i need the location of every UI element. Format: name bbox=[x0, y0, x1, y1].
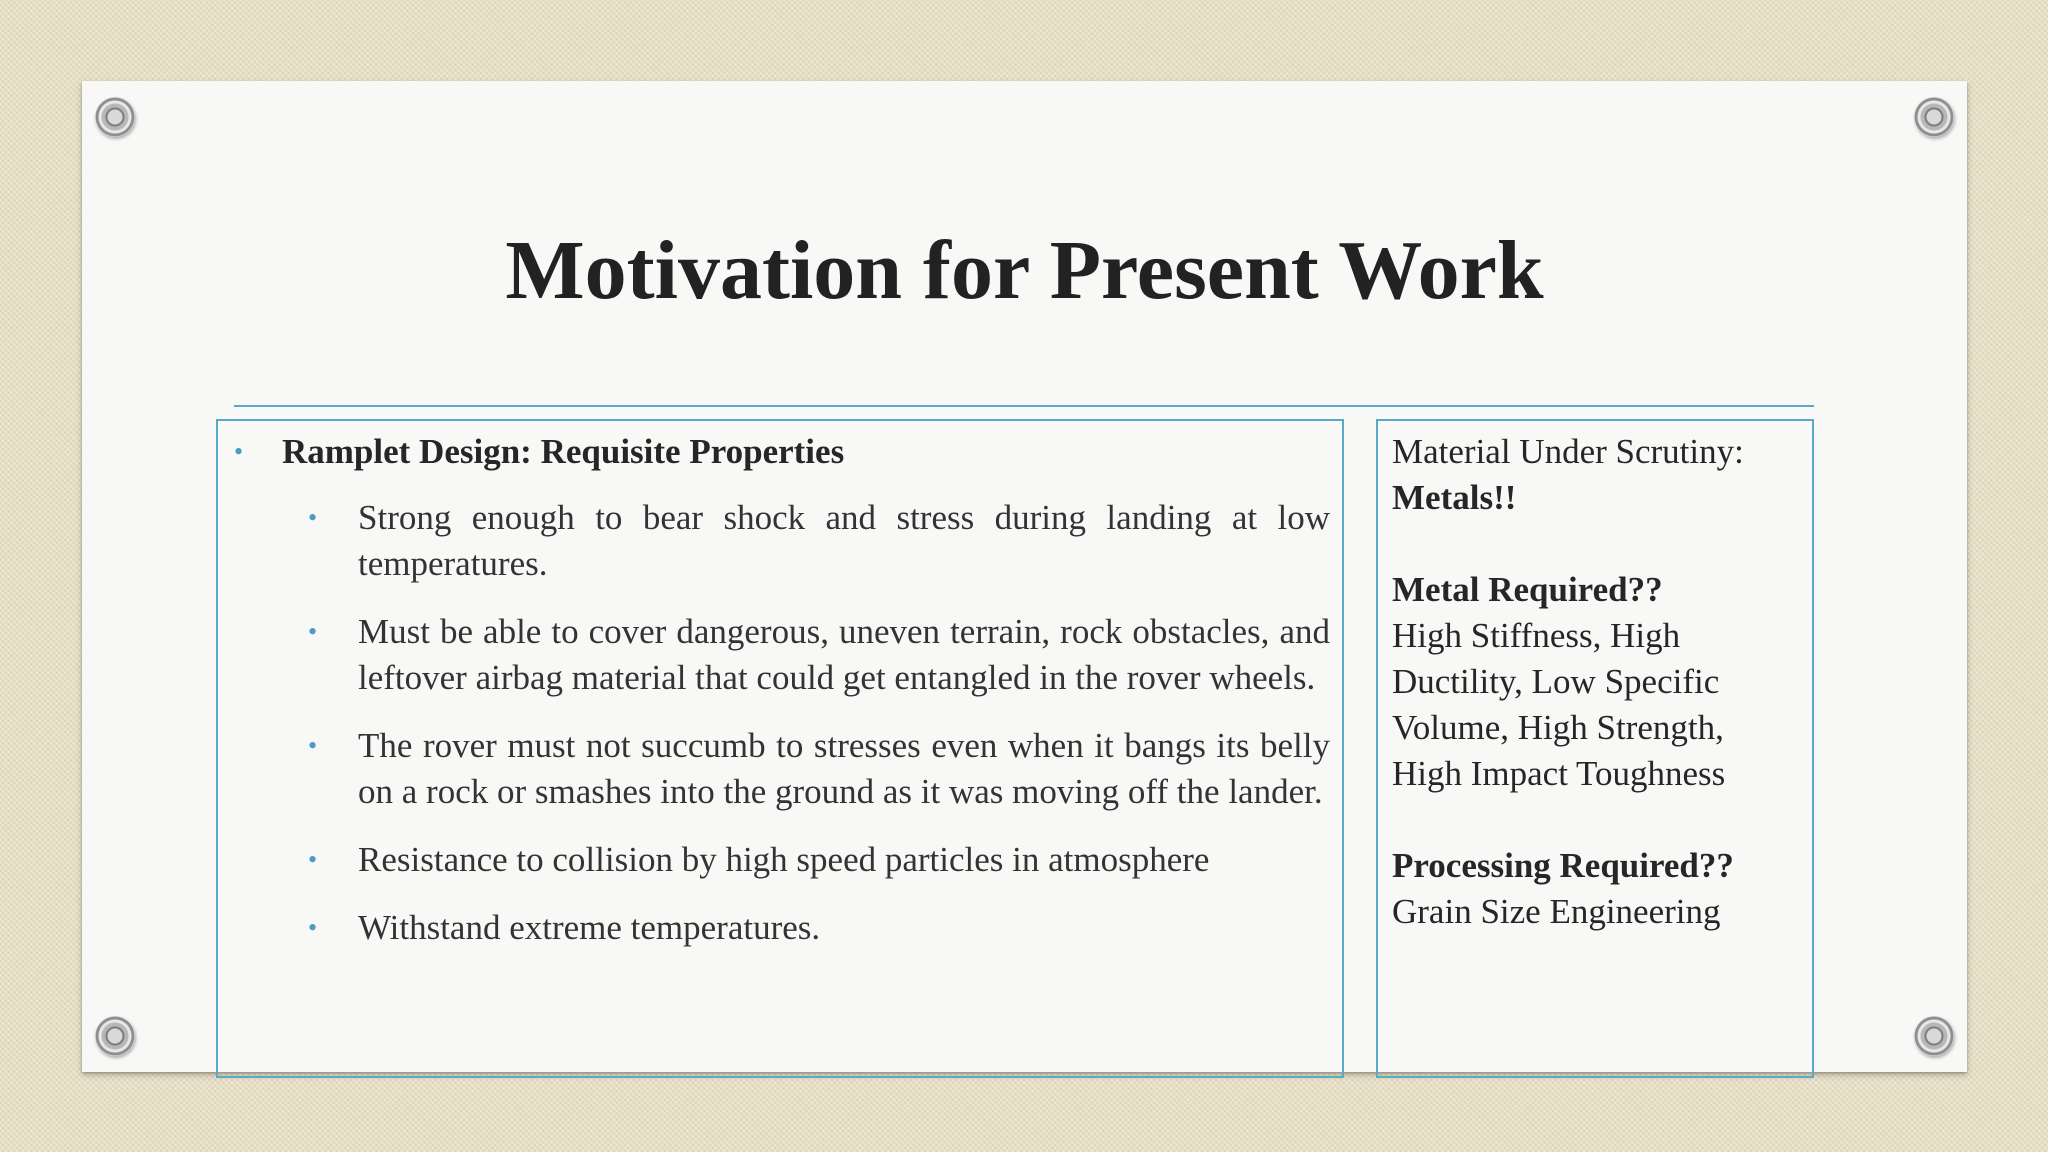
metal-text: High Stiffness, High Ductility, Low Specific Volume, High Strength, High Impact Toughness bbox=[1392, 616, 1726, 793]
list-item bbox=[218, 495, 1344, 587]
slide-title: Motivation for Present Work bbox=[505, 224, 1544, 317]
list-item bbox=[218, 723, 1344, 815]
grommet-icon bbox=[1914, 1016, 1954, 1056]
material-value: Metals!! bbox=[1392, 478, 1517, 517]
material-box bbox=[1376, 419, 1814, 1078]
list-item-text: Strong enough to bear shock and stress during landing at low temperatures. bbox=[358, 498, 1330, 583]
requirements-box bbox=[216, 419, 1344, 1078]
bullet-icon: • bbox=[308, 731, 318, 760]
processing-section bbox=[1392, 843, 1802, 935]
grommet-icon bbox=[1914, 97, 1954, 137]
processing-heading: Processing Required?? bbox=[1392, 846, 1734, 885]
list-item-text: Withstand extreme temperatures. bbox=[358, 908, 821, 947]
slide-card bbox=[82, 81, 1967, 1072]
title-divider bbox=[234, 405, 1814, 407]
material-section bbox=[1392, 429, 1802, 521]
bullet-icon: • bbox=[308, 913, 318, 942]
list-item bbox=[218, 837, 1344, 883]
grommet-icon bbox=[95, 1016, 135, 1056]
requirements-heading: Ramplet Design: Requisite Properties bbox=[282, 432, 845, 471]
grommet-icon bbox=[95, 97, 135, 137]
bullet-icon: • bbox=[308, 503, 318, 532]
requirements-list bbox=[218, 495, 1344, 973]
list-item-text: Resistance to collision by high speed particles in atmosphere bbox=[358, 840, 1210, 879]
bullet-icon: • bbox=[234, 437, 244, 466]
list-item-text: The rover must not succumb to stresses even when it bangs its belly on a rock or smashes into the ground as it was moving off the lander. bbox=[358, 726, 1330, 811]
metal-heading: Metal Required?? bbox=[1392, 570, 1663, 609]
material-label: Material Under Scrutiny: bbox=[1392, 432, 1744, 471]
metal-section bbox=[1392, 567, 1802, 797]
bullet-icon: • bbox=[308, 845, 318, 874]
material-content bbox=[1392, 429, 1802, 981]
list-item bbox=[218, 905, 1344, 951]
processing-text: Grain Size Engineering bbox=[1392, 892, 1721, 931]
bullet-icon: • bbox=[308, 617, 318, 646]
list-item bbox=[218, 609, 1344, 701]
list-item-text: Must be able to cover dangerous, uneven terrain, rock obstacles, and leftover airbag material that could get entangled in the rover wheels. bbox=[358, 612, 1330, 697]
